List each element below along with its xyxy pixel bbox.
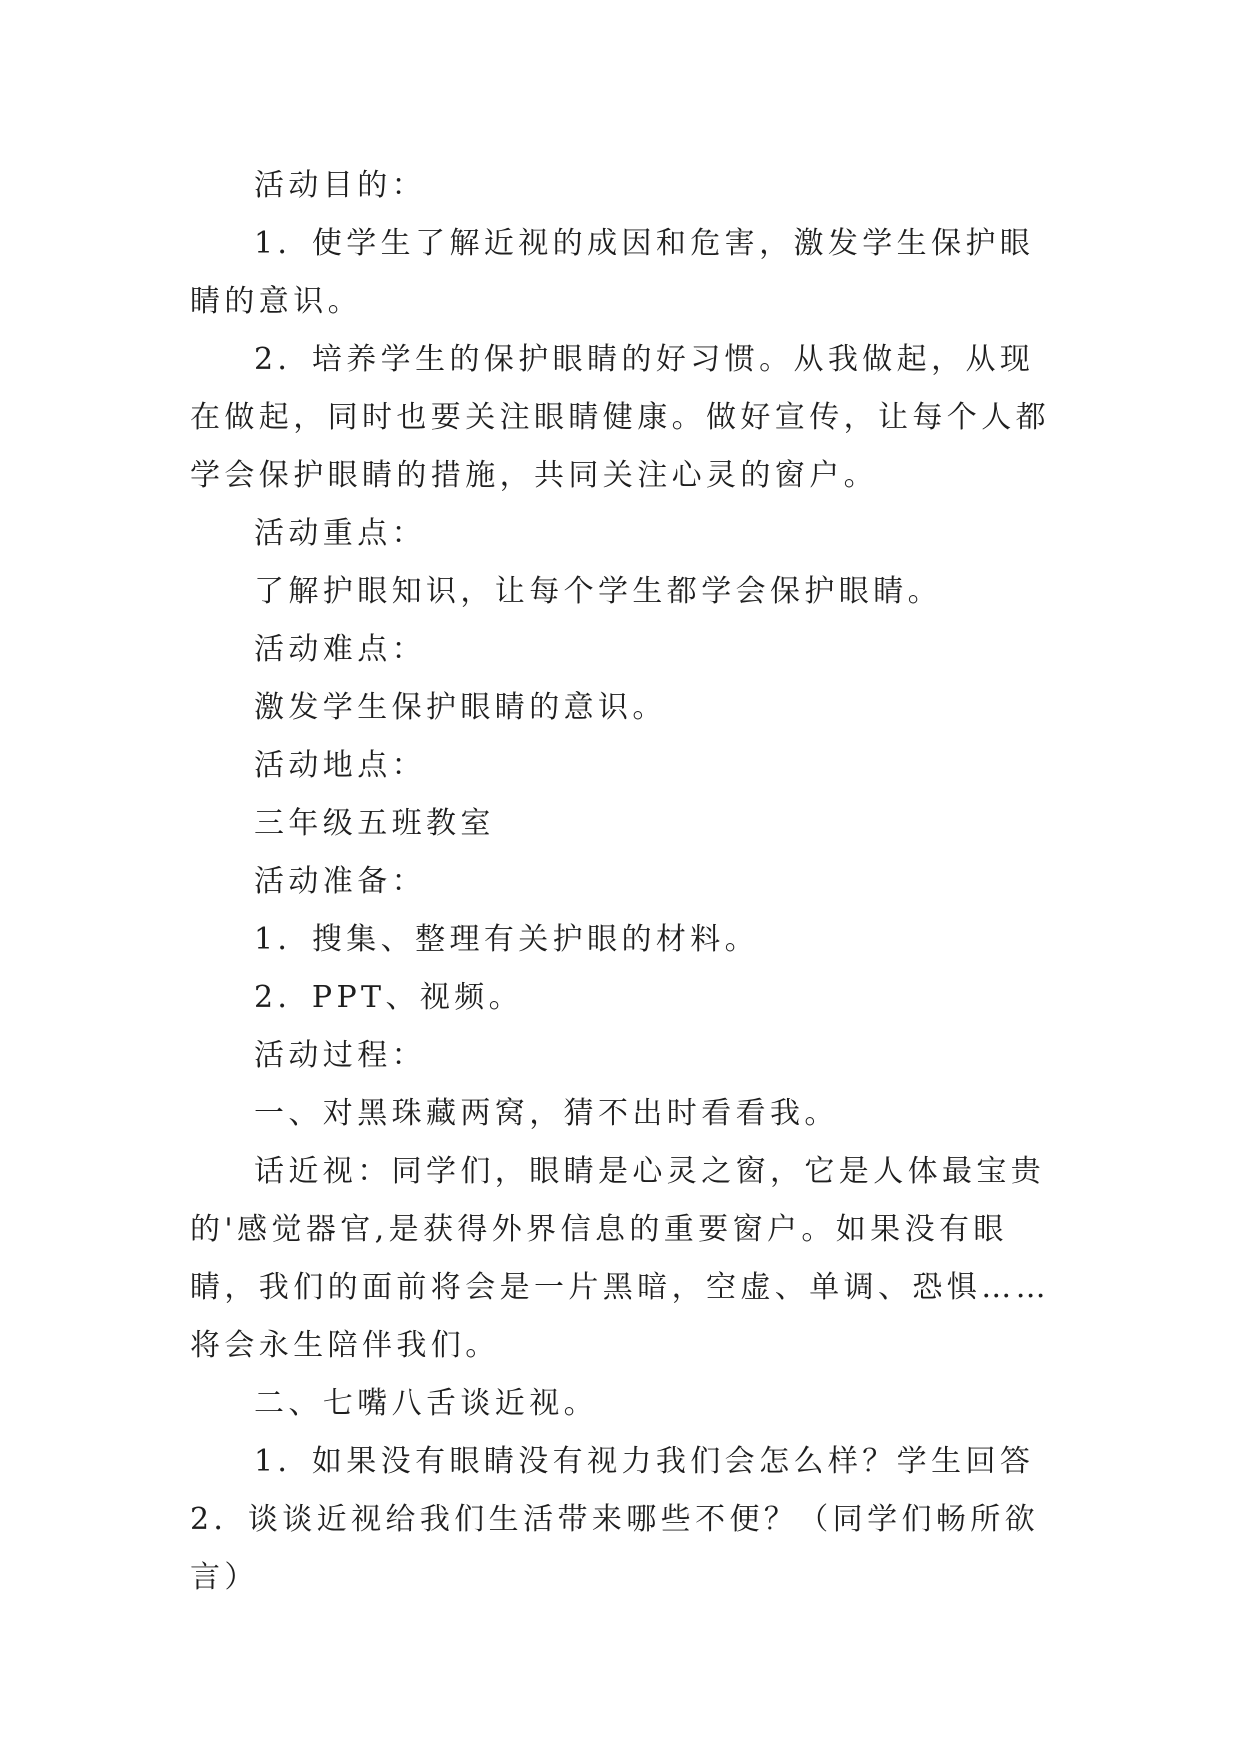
goal-item-2: 2．培养学生的保护眼睛的好习惯。从我做起，从现在做起，同时也要关注眼睛健康。做好宣传，让每个人都学会保护眼睛的措施，共同关注心灵的窗户。 — [190, 342, 1050, 493]
process-section-1: 一、对黑珠藏两窝，猜不出时看看我。 — [254, 1096, 839, 1131]
heading-activity-goal: 活动目的： — [254, 168, 426, 203]
heading-activity-difficulty: 活动难点： — [254, 632, 426, 667]
process-questions: 1．如果没有眼睛没有视力我们会怎么样？学生回答2．谈谈近视给我们生活带来哪些不便？（同学们畅所欲言） — [190, 1444, 1040, 1595]
process-paragraph-myopia-talk: 话近视：同学们，眼睛是心灵之窗，它是人体最宝贵的'感觉器官,是获得外界信息的重要窗户。如果没有眼睛，我们的面前将会是一片黑暗，空虚、单调、恐惧……将会永生陪伴我们。 — [190, 1154, 1050, 1363]
preparation-item-2: 2．PPT、视频。 — [254, 980, 524, 1015]
document-body — [190, 157, 1052, 1607]
activity-location-text: 三年级五班教室 — [254, 806, 495, 841]
heading-activity-location: 活动地点： — [254, 748, 426, 783]
activity-focus-text: 了解护眼知识，让每个学生都学会保护眼睛。 — [254, 574, 942, 609]
heading-activity-focus: 活动重点： — [254, 516, 426, 551]
heading-activity-process: 活动过程： — [254, 1038, 426, 1073]
activity-difficulty-text: 激发学生保护眼睛的意识。 — [254, 690, 667, 725]
heading-activity-preparation: 活动准备： — [254, 864, 426, 899]
process-section-2: 二、七嘴八舌谈近视。 — [254, 1386, 598, 1421]
goal-item-1: 1．使学生了解近视的成因和危害，激发学生保护眼睛的意识。 — [190, 226, 1035, 319]
preparation-item-1: 1．搜集、整理有关护眼的材料。 — [254, 922, 760, 957]
